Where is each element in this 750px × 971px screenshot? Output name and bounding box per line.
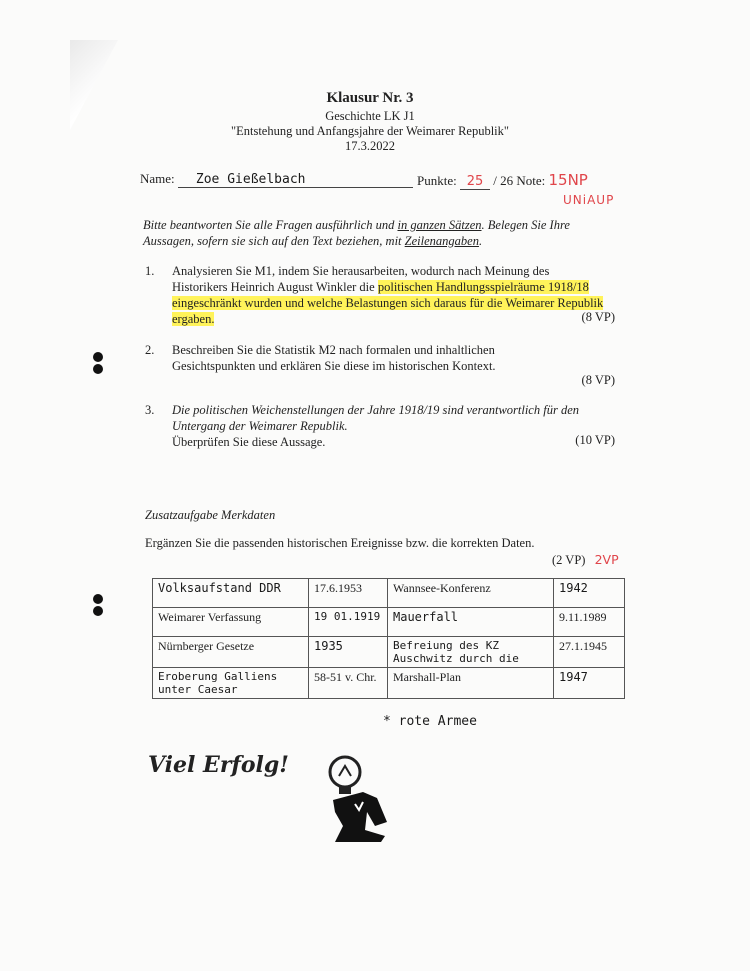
exam-topic: "Entstehung und Anfangsjahre der Weimarer Republik": [231, 124, 509, 138]
table-row: [153, 608, 625, 637]
table-cell: Wannsee-Konferenz: [388, 579, 554, 608]
table-cell: Volksaufstand DDR: [153, 579, 309, 608]
table-cell: 1947: [554, 668, 625, 699]
name-value: Zoe Gießelbach: [195, 172, 306, 187]
zusatz-prompt: Ergänzen Sie die passenden historischen Ereignisse bzw. die korrekten Daten.: [145, 536, 535, 550]
closing-text: Viel Erfolg!: [148, 752, 289, 778]
name-row: [140, 171, 413, 188]
task-1-text-a: Analysieren Sie M1, indem Sie herausarbeiten, wodurch nach Meinung des Historikers Heinrich August Winkler die: [172, 264, 550, 294]
merkdaten-table: [152, 578, 625, 699]
task-1-number: 1.: [145, 264, 155, 278]
exam-subject: Geschichte LK J1: [325, 109, 415, 123]
task-1-highlighted: politischen Handlungsspielräume 1918/18 eingeschränkt wurden und welche Belastungen sich daraus für die Weimarer Republik ergaben.: [172, 280, 604, 326]
table-cell: Weimarer Verfassung: [153, 608, 309, 637]
note-value: 15NP: [548, 171, 588, 189]
instructions: [143, 217, 613, 249]
instructions-part1: Bitte beantworten Sie alle Fragen ausführlich und: [143, 218, 398, 232]
task-3-number: 3.: [145, 403, 155, 417]
instructions-part2: . Belegen Sie Ihre Aussagen, sofern sie sich auf den Text beziehen, mit: [143, 218, 570, 248]
table-cell: Eroberung Galliens unter Caesar: [153, 668, 309, 699]
table-row: [153, 579, 625, 608]
zusatz-vp-hand: 2VP: [594, 552, 619, 567]
punkte-row: [417, 171, 588, 190]
table-cell: 1942: [554, 579, 625, 608]
table-cell: Mauerfall: [388, 608, 554, 637]
footnote: * rote Armee: [383, 714, 477, 729]
instructions-underline1: in ganzen Sätzen: [397, 218, 482, 232]
exam-date: 17.3.2022: [345, 139, 395, 153]
punkte-max: / 26: [493, 173, 514, 188]
task-3-italic: Die politischen Weichenstellungen der Jahre 1918/19 sind verantwortlich für den Untergang der Weimarer Republik.: [172, 403, 579, 433]
table-cell: 19 01.1919: [309, 608, 388, 637]
task-3-vp: (10 VP): [575, 433, 615, 447]
punch-hole-bottom: [93, 592, 105, 622]
table-cell: Marshall-Plan: [388, 668, 554, 699]
task-3-plain: Überprüfen Sie diese Aussage.: [172, 435, 326, 449]
table-cell: 17.6.1953: [309, 579, 388, 608]
zusatz-vp-print: (2 VP): [552, 553, 586, 567]
table-cell: 9.11.1989: [554, 608, 625, 637]
punkte-value: 25: [460, 174, 490, 190]
table-cell: Nürnberger Gesetze: [153, 637, 309, 668]
table-cell: 58-51 v. Chr.: [309, 668, 388, 699]
task-1: [145, 263, 615, 327]
table-row: [153, 637, 625, 668]
task-2-text: Beschreiben Sie die Statistik M2 nach formalen und inhaltlichen Gesichtspunkten und erklären Sie diese im historischen Kontext.: [172, 343, 496, 373]
task-2-vp: (8 VP): [581, 373, 615, 387]
task-1-text: [172, 263, 607, 327]
folded-corner: [70, 40, 118, 130]
table-row: [153, 668, 625, 699]
note-label: Note:: [516, 173, 546, 188]
task-3-text: [172, 402, 592, 450]
instructions-part3: .: [478, 234, 483, 248]
table-cell: 1935: [309, 637, 388, 668]
name-field: [178, 171, 413, 188]
lightbulb-thinker-icon: [315, 752, 405, 844]
note-extra: UNiAUP: [563, 193, 615, 207]
name-label: Name:: [140, 171, 175, 186]
table-cell: 27.1.1945: [554, 637, 625, 668]
zusatz-title: Zusatzaufgabe Merkdaten: [145, 508, 276, 522]
zusatz-vp: [552, 552, 619, 568]
task-1-vp: (8 VP): [581, 310, 615, 324]
table-cell: Befreiung des KZ Auschwitz durch die: [388, 637, 554, 668]
instructions-underline2: Zeilenangaben: [404, 234, 479, 248]
task-2-number: 2.: [145, 343, 155, 357]
punch-hole-top: [93, 350, 105, 380]
task-2: [145, 342, 615, 392]
task-3: [145, 402, 615, 452]
punkte-label: Punkte:: [417, 173, 457, 188]
exam-title: Klausur Nr. 3: [326, 90, 414, 106]
